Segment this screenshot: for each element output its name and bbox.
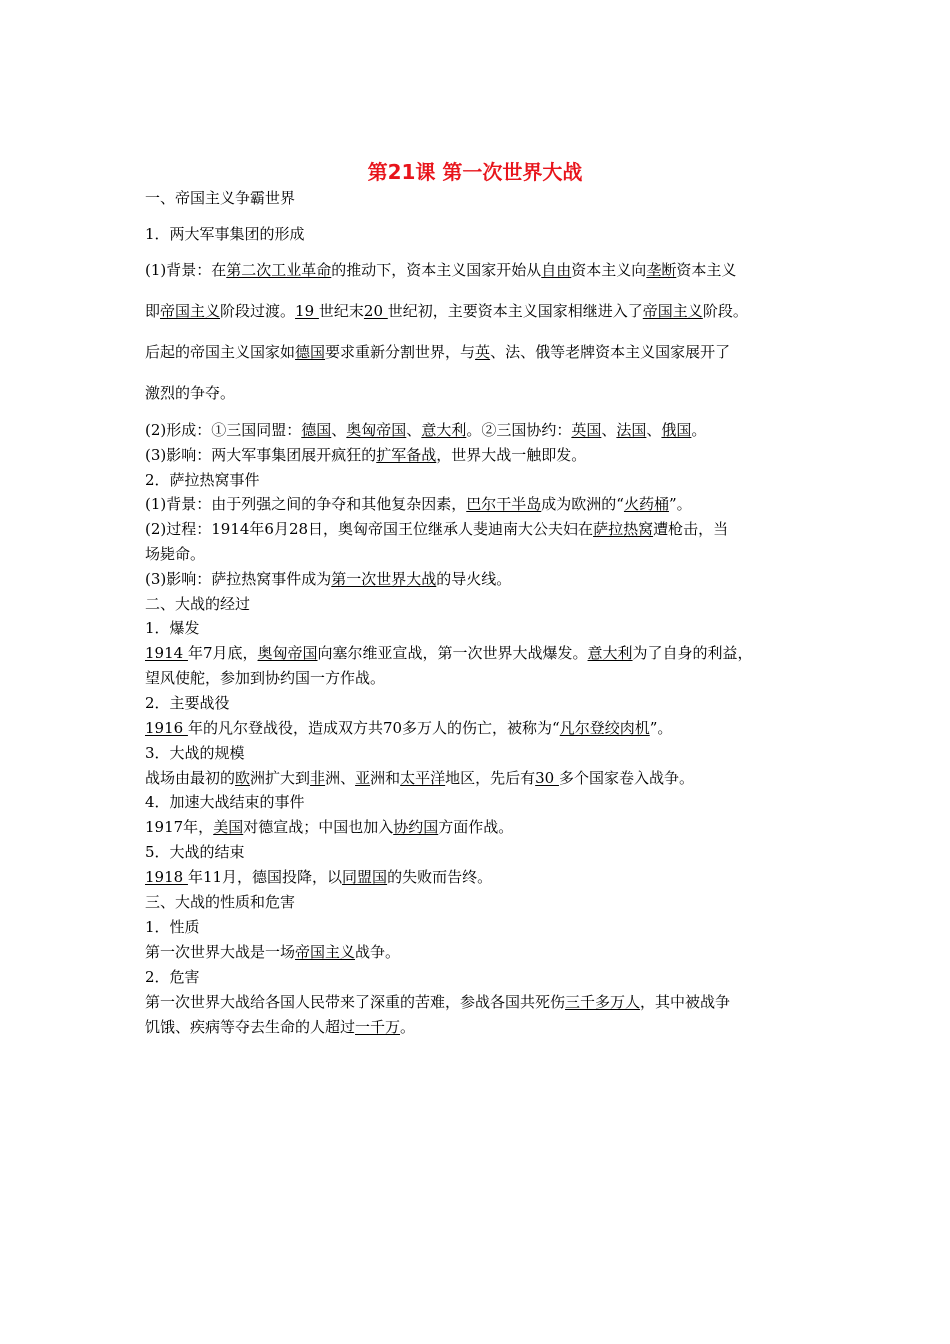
- text-line: [145, 470, 260, 490]
- text-line: [145, 519, 728, 539]
- text-line: [145, 842, 245, 862]
- text-segment: 对德宣战；中国也加入: [243, 818, 394, 836]
- text-segment: 3．大战的规模: [145, 744, 245, 762]
- underlined-answer: 意大利: [587, 644, 633, 662]
- underlined-answer: 三千多万人: [565, 993, 641, 1011]
- text-segment: 激烈的争夺。: [145, 384, 236, 402]
- text-segment: 望风使舵，参加到协约国一方作战。: [145, 669, 386, 687]
- text-segment: ，其中被战争: [640, 993, 731, 1011]
- text-line: [145, 668, 385, 688]
- underlined-answer: 德国: [301, 421, 332, 439]
- text-segment: (1)背景：在: [145, 261, 227, 279]
- text-segment: (3)影响：萨拉热窝事件成为: [145, 570, 332, 588]
- text-line: [145, 569, 511, 589]
- text-segment: 1．爆发: [145, 619, 200, 637]
- text-segment: 第一次世界大战给各国人民带来了深重的苦难，参战各国共死伤: [145, 993, 566, 1011]
- text-line: [145, 445, 586, 465]
- underlined-answer: 帝国主义: [160, 302, 221, 320]
- text-line: [145, 260, 736, 280]
- text-segment: 的推动下，资本主义国家开始从: [331, 261, 542, 279]
- text-line: [145, 817, 513, 837]
- underlined-answer: 火药桶: [623, 495, 669, 513]
- text-segment: 2．萨拉热窝事件: [145, 471, 260, 489]
- underlined-answer: 法国: [616, 421, 647, 439]
- underlined-answer: 自由: [541, 261, 572, 279]
- underlined-answer: 一千万: [355, 1018, 401, 1036]
- text-segment: 遭枪击，当: [653, 520, 729, 538]
- text-segment: 1．性质: [145, 918, 200, 936]
- text-line: [145, 867, 492, 887]
- underlined-answer: 奥匈帝国: [346, 421, 407, 439]
- underlined-answer: 帝国主义: [642, 302, 703, 320]
- text-segment: 。: [691, 421, 707, 439]
- text-segment: 、: [406, 421, 422, 439]
- underlined-answer: 20: [363, 302, 388, 320]
- text-segment: 洲和: [370, 769, 401, 787]
- text-line: [145, 188, 295, 208]
- underlined-answer: 扩军备战: [376, 446, 437, 464]
- underlined-answer: 欧: [235, 769, 251, 787]
- underlined-answer: 奥匈帝国: [257, 644, 318, 662]
- text-segment: 即: [145, 302, 161, 320]
- text-segment: 2．危害: [145, 968, 200, 986]
- text-segment: 1．两大军事集团的形成: [145, 225, 305, 243]
- text-segment: (2)形成：①三国同盟：: [145, 421, 302, 439]
- page-title: 第21课 第一次世界大战: [367, 160, 583, 184]
- text-segment: 后起的帝国主义国家如: [145, 343, 296, 361]
- underlined-answer: 巴尔干半岛: [466, 495, 542, 513]
- text-segment: 的导火线。: [436, 570, 512, 588]
- text-segment: 5．大战的结束: [145, 843, 245, 861]
- text-line: [145, 594, 250, 614]
- underlined-answer: 美国: [213, 818, 244, 836]
- underlined-answer: 萨拉热窝: [593, 520, 654, 538]
- text-line: [145, 224, 305, 244]
- underlined-answer: 英: [475, 343, 491, 361]
- text-segment: ”。: [649, 719, 673, 737]
- underlined-answer: 凡尔登绞肉机: [559, 719, 650, 737]
- text-segment: 的失败而告终。: [387, 868, 493, 886]
- underlined-answer: 垄断: [646, 261, 677, 279]
- underlined-answer: 30: [535, 769, 559, 787]
- text-line: [145, 792, 305, 812]
- text-segment: 世纪末: [318, 302, 364, 320]
- text-segment: ”。: [668, 495, 692, 513]
- text-line: [145, 420, 706, 440]
- text-segment: ，世界大战一触即发。: [436, 446, 587, 464]
- text-line: [145, 992, 730, 1012]
- text-segment: 、: [601, 421, 617, 439]
- text-segment: 三、大战的性质和危害: [145, 893, 296, 911]
- text-segment: 要求重新分割世界，与: [325, 343, 476, 361]
- text-segment: 洲扩大到: [250, 769, 311, 787]
- text-segment: 地区，先后有: [445, 769, 536, 787]
- text-line: [145, 917, 200, 937]
- text-line: [145, 618, 200, 638]
- text-segment: 、法、俄等老牌资本主义国家展开了: [490, 343, 731, 361]
- text-segment: 一、帝国主义争霸世界: [145, 189, 296, 207]
- text-line: [145, 494, 692, 514]
- underlined-answer: 1918: [145, 868, 188, 886]
- text-segment: 资本主义向: [571, 261, 647, 279]
- text-segment: 洲、: [325, 769, 356, 787]
- text-segment: (3)影响：两大军事集团展开疯狂的: [145, 446, 377, 464]
- text-segment: 资本主义: [676, 261, 737, 279]
- text-segment: 向塞尔维亚宣战，第一次世界大战爆发。: [317, 644, 588, 662]
- text-segment: (2)过程：1914年6月28日，奥匈帝国王位继承人斐迪南大公夫妇在: [145, 520, 594, 538]
- text-segment: 、: [646, 421, 662, 439]
- underlined-answer: 第二次工业革命: [226, 261, 332, 279]
- text-segment: 阶段过渡。: [220, 302, 296, 320]
- text-segment: 。②三国协约：: [466, 421, 572, 439]
- text-segment: 饥饿、疾病等夺去生命的人超过: [145, 1018, 356, 1036]
- text-segment: 年11月，德国投降，以: [187, 868, 343, 886]
- text-line: [145, 718, 672, 738]
- text-segment: 方面作战。: [438, 818, 514, 836]
- text-segment: 2．主要战役: [145, 694, 230, 712]
- text-line: [145, 1017, 415, 1037]
- underlined-answer: 非: [310, 769, 326, 787]
- underlined-answer: 帝国主义: [295, 943, 356, 961]
- underlined-answer: 同盟国: [342, 868, 388, 886]
- underlined-answer: 1916: [145, 719, 188, 737]
- text-line: [145, 892, 295, 912]
- text-segment: (1)背景：由于列强之间的争夺和其他复杂因素，: [145, 495, 467, 513]
- text-segment: 世纪初，主要资本主义国家相继进入了: [387, 302, 643, 320]
- text-segment: 二、大战的经过: [145, 595, 251, 613]
- text-segment: 为了自身的利益，: [632, 644, 753, 662]
- text-line: [145, 942, 400, 962]
- underlined-answer: 19: [295, 302, 319, 320]
- text-line: [145, 643, 753, 663]
- text-segment: 阶段。: [702, 302, 748, 320]
- underlined-answer: 1914: [145, 644, 188, 662]
- text-line: [145, 544, 205, 564]
- underlined-answer: 太平洋: [400, 769, 446, 787]
- text-segment: 场毙命。: [145, 545, 206, 563]
- underlined-answer: 亚: [355, 769, 371, 787]
- text-segment: 成为欧洲的“: [541, 495, 624, 513]
- text-line: [145, 301, 748, 321]
- underlined-answer: 德国: [295, 343, 326, 361]
- underlined-answer: 意大利: [421, 421, 467, 439]
- underlined-answer: 英国: [571, 421, 602, 439]
- text-line: [145, 383, 235, 403]
- text-line: [145, 693, 230, 713]
- text-segment: 年的凡尔登战役，造成双方共70多万人的伤亡，被称为“: [187, 719, 560, 737]
- text-segment: 第一次世界大战是一场: [145, 943, 296, 961]
- text-segment: 1917年，: [145, 818, 214, 836]
- text-line: [145, 743, 245, 763]
- text-segment: 战争。: [355, 943, 401, 961]
- text-segment: 、: [331, 421, 347, 439]
- text-line: [145, 768, 694, 788]
- underlined-answer: 第一次世界大战: [331, 570, 437, 588]
- text-line: [145, 342, 730, 362]
- text-segment: 战场由最初的: [145, 769, 236, 787]
- text-line: [145, 967, 200, 987]
- text-segment: 4．加速大战结束的事件: [145, 793, 305, 811]
- underlined-answer: 俄国: [661, 421, 692, 439]
- underlined-answer: 协约国: [393, 818, 439, 836]
- text-segment: 年7月底，: [187, 644, 258, 662]
- text-segment: 多个国家卷入战争。: [559, 769, 695, 787]
- text-segment: 。: [400, 1018, 416, 1036]
